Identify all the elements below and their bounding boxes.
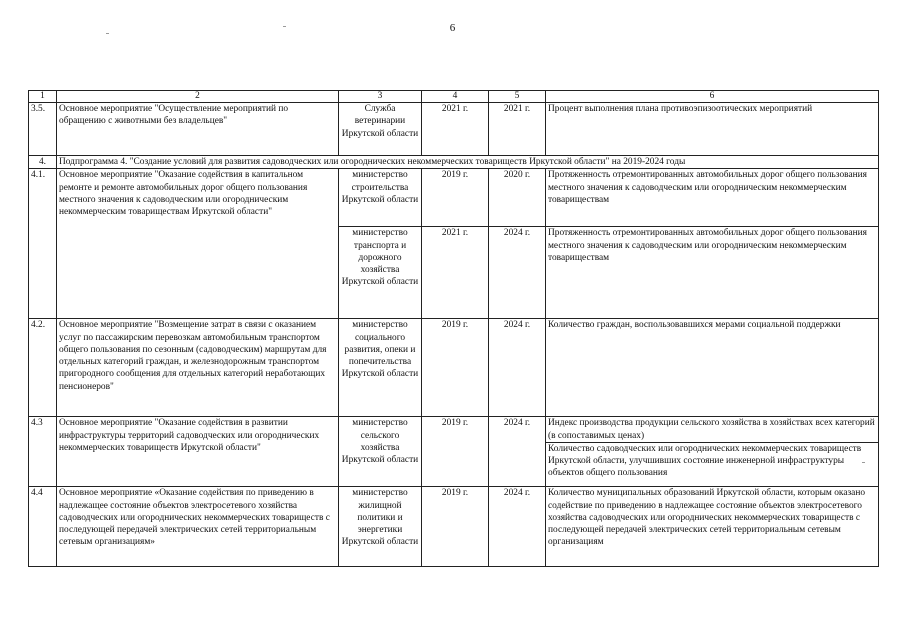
start-year: 2019 г.: [422, 487, 489, 567]
executor: министерство жилищной политики и энергетики Иркутской области: [339, 487, 422, 567]
indicator: Процент выполнения плана противоэпизоотических мероприятий: [546, 103, 879, 156]
table-row: [29, 319, 879, 417]
start-year: 2019 г.: [422, 319, 489, 417]
table-row: [29, 417, 879, 487]
executor: министерство сельского хозяйства Иркутской области: [339, 417, 422, 487]
activity-name: Основное мероприятие "Возмещение затрат в связи с оказанием услуг по пассажирским перевозкам автомобильным транспортом общего пользования по сезонным (садоводческим) маршрутам для отдельных категорий граждан, и железнодорожным транспортом пригородного сообщения для отдельных категорий неработающих пенсионеров": [57, 319, 339, 417]
table-row: [29, 103, 879, 156]
end-year: 2020 г.: [489, 169, 546, 227]
start-year: 2021 г.: [422, 103, 489, 156]
executor: министерство строительства Иркутской области: [339, 169, 422, 227]
row-number: 4.3: [29, 417, 57, 487]
table-row: [29, 169, 879, 227]
header-row: [29, 91, 879, 103]
executor: министерство транспорта и дорожного хозяйства Иркутской области: [339, 227, 422, 319]
start-year: 2019 г.: [422, 169, 489, 227]
page-number: 6: [449, 22, 456, 34]
executor: министерство социального развития, опеки и попечительства Иркутской области: [339, 319, 422, 417]
end-year: 2024 г.: [489, 227, 546, 319]
indicator: Протяженность отремонтированных автомобильных дорог общего пользования местного значения к садоводческим или огородническим некоммерческим товариществам: [546, 169, 879, 227]
program-table: [28, 90, 879, 567]
column-header: 2: [57, 91, 339, 103]
indicator: Количество граждан, воспользовавшихся мерами социальной поддержки: [546, 319, 879, 417]
activity-name: Основное мероприятие "Оказание содействия в развитии инфраструктуры территорий садоводческих или огороднических некоммерческих товариществ Иркутской области": [57, 417, 339, 487]
activity-name: Основное мероприятие "Осуществление мероприятий по обращению с животными без владельцев": [57, 103, 339, 156]
column-header: 3: [339, 91, 422, 103]
indicator: Количество садоводческих или огороднических некоммерческих товариществ Иркутской области, улучшивших состояние инженерной инфраструктуры объектов общего пользования: [546, 442, 878, 480]
start-year: 2019 г.: [422, 417, 489, 487]
activity-name: Основное мероприятие «Оказание содействия по приведению в надлежащее состояние объектов электросетевого хозяйства садоводческих или огороднических некоммерческих товариществ с последующей передачей электрических сетей территориальным сетевым организациям»: [57, 487, 339, 567]
indicator: Количество муниципальных образований Иркутской области, которым оказано содействие по приведению в надлежащее состояние объектов электросетевого хозяйства садоводческих или огороднических некоммерческих товариществ с последующей передачей электрических сетей территориальным сетевым организациям: [546, 487, 879, 567]
start-year: 2021 г.: [422, 227, 489, 319]
indicator: Протяженность отремонтированных автомобильных дорог общего пользования местного значения к садоводческим или огородническим некоммерческим товариществам: [546, 227, 879, 319]
subprogram-title: Подпрограмма 4. "Создание условий для развития садоводческих или огороднических некоммерческих товариществ Иркутской области" на 2019-2024 годы: [57, 156, 879, 169]
column-header: 5: [489, 91, 546, 103]
column-header: 4: [422, 91, 489, 103]
end-year: 2024 г.: [489, 417, 546, 487]
end-year: 2021 г.: [489, 103, 546, 156]
column-header: 6: [546, 91, 879, 103]
row-number: 3.5.: [29, 103, 57, 156]
table-row: [29, 487, 879, 567]
executor: Служба ветеринарии Иркутской области: [339, 103, 422, 156]
scan-speck: [106, 33, 109, 34]
row-number: 4.: [29, 156, 57, 169]
end-year: 2024 г.: [489, 487, 546, 567]
scan-speck: [283, 26, 286, 27]
subprogram-row: [29, 156, 879, 169]
indicator: Индекс производства продукции сельского хозяйства в хозяйствах всех категорий (в сопоставимых ценах): [548, 418, 875, 441]
column-header: 1: [29, 91, 57, 103]
row-number: 4.1.: [29, 169, 57, 319]
end-year: 2024 г.: [489, 319, 546, 417]
indicator-cell: [546, 417, 879, 487]
row-number: 4.2.: [29, 319, 57, 417]
row-number: 4.4: [29, 487, 57, 567]
activity-name: Основное мероприятие "Оказание содействия в капитальном ремонте и ремонте автомобильных дорог общего пользования местного значения к садоводческим или огородническим некоммерческим товариществам Иркутской области": [57, 169, 339, 319]
